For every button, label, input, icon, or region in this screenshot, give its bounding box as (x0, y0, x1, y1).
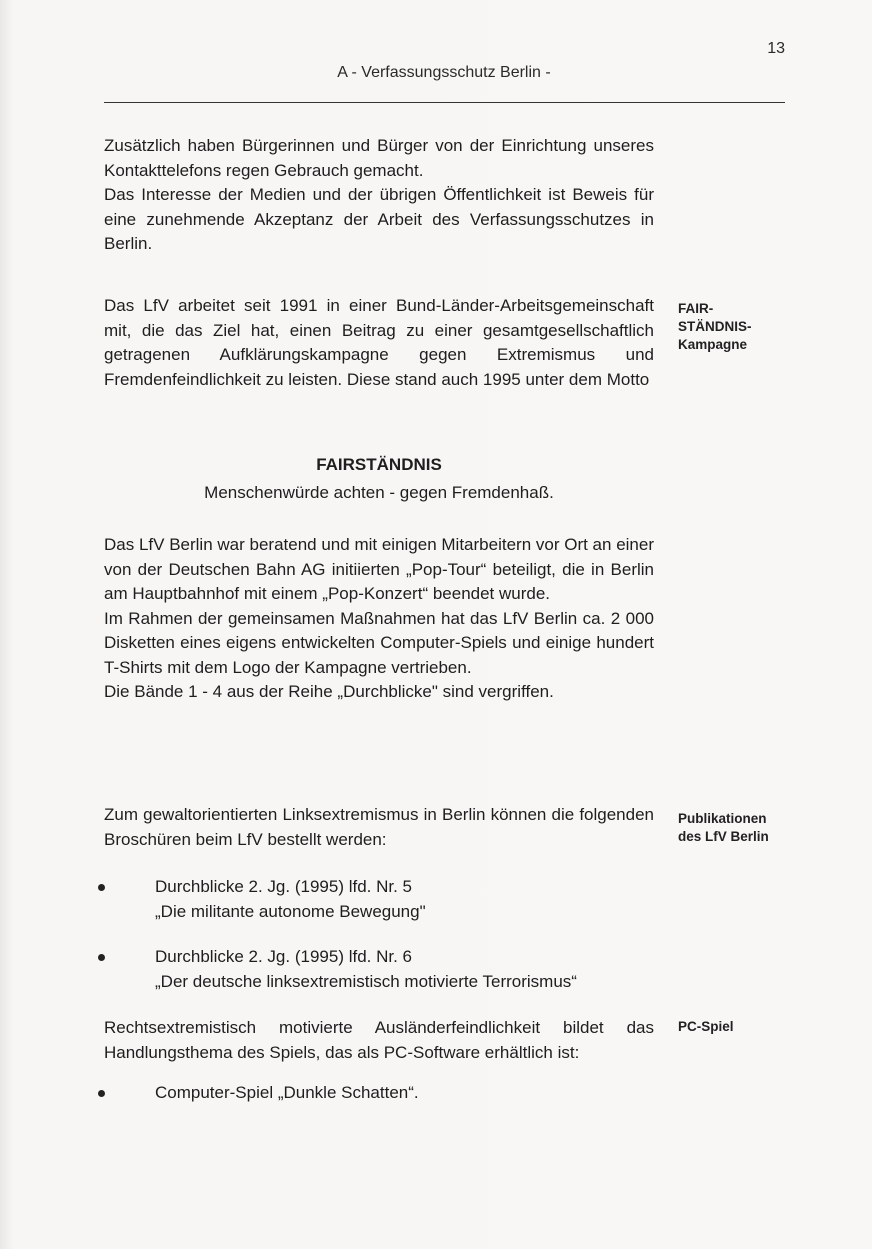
header-rule (104, 102, 785, 103)
paragraph-text: Rechtsextremistisch motivierte Ausländerfeindlichkeit bildet das Handlungsthema des Spiels, das als PC-Software erhältlich ist: (104, 1018, 654, 1062)
running-head: A - Verfassungsschutz Berlin - (337, 64, 551, 81)
list-item-text: Computer-Spiel „Dunkle Schatten“. (155, 1083, 419, 1102)
paragraph-text: Das Interesse der Medien und der übrigen Öffentlichkeit ist Beweis für eine zunehmende Akzeptanz der Arbeit des Verfassungsschutzes in Berlin. (104, 185, 654, 253)
list-item-text: Durchblicke 2. Jg. (1995) lfd. Nr. 5 (155, 877, 413, 896)
list-item-text: „Die militante autonome Bewegung" (155, 901, 426, 921)
margin-note-publikationen (678, 810, 769, 846)
paragraph-intro (104, 134, 654, 257)
list-item-text: „Der deutsche linksextremistisch motivierte Terrorismus“ (155, 971, 577, 991)
paragraph-pc-spiel (104, 1016, 654, 1065)
list-item-text: Durchblicke 2. Jg. (1995) lfd. Nr. 6 (155, 947, 413, 966)
paragraph-text: Das LfV arbeitet seit 1991 in einer Bund-Länder-Arbeitsgemeinschaft mit, die das Ziel hat, einen Beitrag zu einer gesamtgesellschaftlich getragenen Aufklärungskampagne gegen Extremismus und Fremdenfeindlichkeit zu leisten. Diese stand auch 1995 unter dem Motto (104, 296, 654, 389)
margin-note-pc-spiel (678, 1018, 734, 1036)
paragraph-text: Zum gewaltorientierten Linksextremismus in Berlin können die folgenden Broschüren beim LfV bestellt werden: (104, 805, 654, 849)
margin-note-line: STÄNDNIS- (678, 319, 752, 334)
paragraph-pop-tour (104, 533, 654, 705)
margin-note-line: des LfV Berlin (678, 829, 769, 844)
paragraph-text: Zusätzlich haben Bürgerinnen und Bürger von der Einrichtung unseres Kontakttelefons regen Gebrauch gemacht. (104, 136, 654, 180)
margin-note-line: PC-Spiel (678, 1019, 734, 1034)
bullet-icon (98, 884, 105, 891)
page-number: 13 (767, 40, 785, 57)
paragraph-text: Die Bände 1 - 4 aus der Reihe „Durchblicke" sind vergriffen. (104, 682, 554, 701)
paragraph-text: Das LfV Berlin war beratend und mit einigen Mitarbeitern vor Ort an einer von der Deutschen Bahn AG initiierten „Pop-Tour“ beteiligt, die in Berlin am Hauptbahnhof mit einem „Pop-Konzert“ beendet wurde. (104, 535, 654, 603)
margin-note-line: Kampagne (678, 337, 748, 352)
paragraph-bund-laender (104, 294, 654, 392)
motto-subtitle: Menschenwürde achten - gegen Fremdenhaß. (204, 483, 554, 502)
motto-title: FAIRSTÄNDNIS (316, 455, 442, 474)
paragraph-publikationen (104, 803, 654, 852)
bullet-icon (98, 1090, 105, 1097)
margin-note-line: Publikationen (678, 811, 767, 826)
margin-note-fairstaendnis (678, 300, 752, 354)
paragraph-text: Im Rahmen der gemeinsamen Maßnahmen hat das LfV Berlin ca. 2 000 Disketten eines eigens entwickelten Computer-Spiels und einige hundert T-Shirts mit dem Logo der Kampagne vertrieben. (104, 608, 654, 677)
margin-note-line: FAIR- (678, 301, 714, 316)
bullet-icon (98, 954, 105, 961)
